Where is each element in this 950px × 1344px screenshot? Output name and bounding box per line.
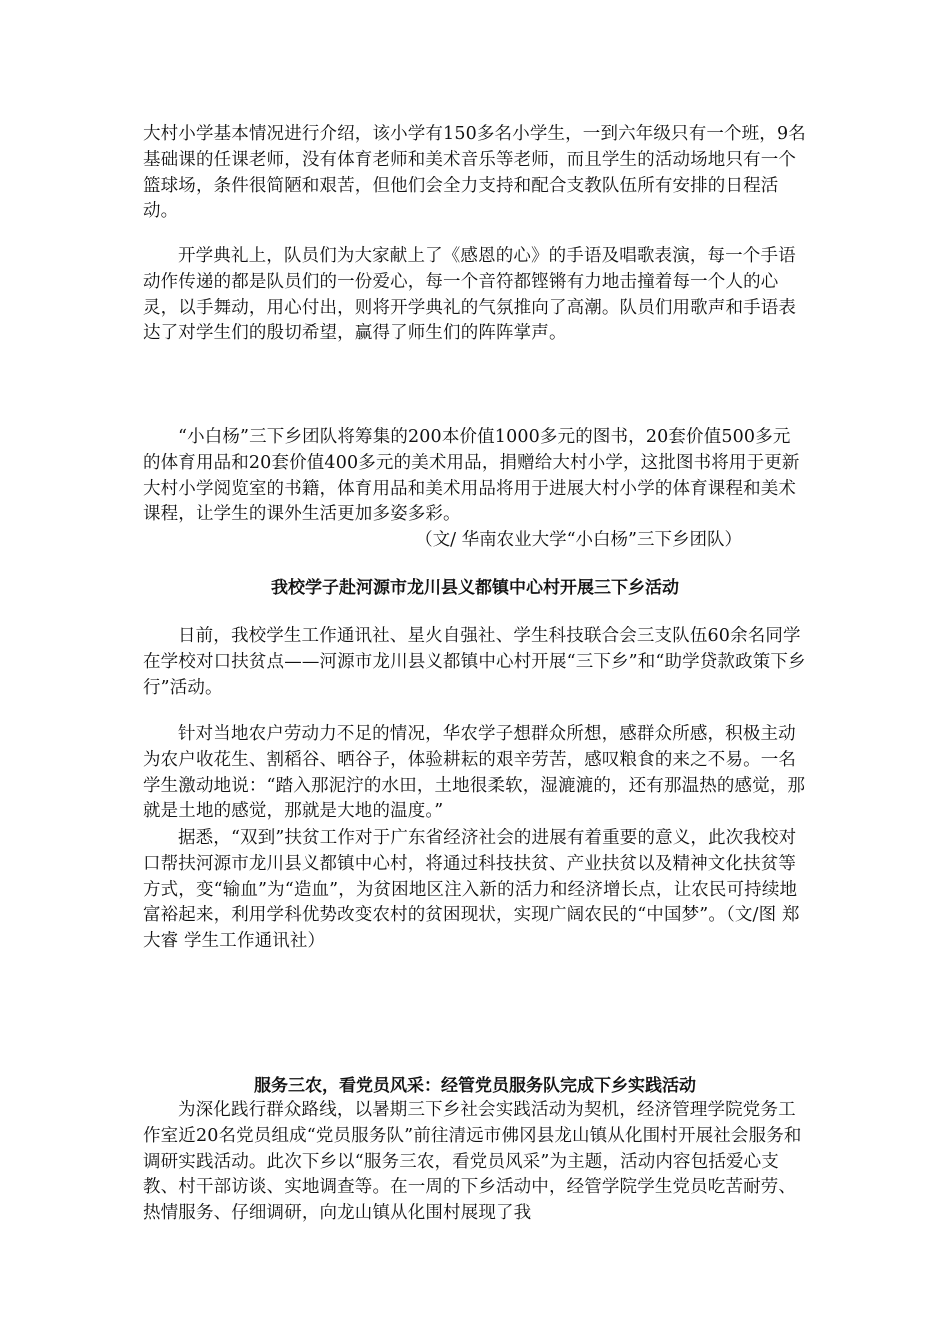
- attribution-section1: （文/ 华南农业大学“小白杨”三下乡团队）: [415, 530, 742, 550]
- paragraph-heyuan-farming: 针对当地农户劳动力不足的情况，华农学子想群众所想，感群众所感，积极主动为农户收花生、割稻谷、晒谷子，体验耕耘的艰辛劳苦，感叹粮食的来之不易。一名学生激动地说：“踏入那泥泞的水田，土地很柔软，湿漉漉的，还有那温热的感觉，那就是土地的感觉，那就是大地的温度。”: [143, 724, 806, 822]
- article-title-heyuan: 我校学子赴河源市龙川县义都镇中心村开展三下乡活动: [271, 578, 679, 598]
- article-title-party-service: 服务三农，看党员风采：经管党员服务队完成下乡实践活动: [254, 1076, 696, 1096]
- paragraph-heyuan-intro: 日前，我校学生工作通讯社、星火自强社、学生科技联合会三支队伍60余名同学在学校对口扶贫点——河源市龙川县义都镇中心村开展“三下乡”和“助学贷款政策下乡行”活动。: [143, 626, 806, 698]
- paragraph-party-service: 为深化践行群众路线，以暑期三下乡社会实践活动为契机，经济管理学院党务工作室近20名党员组成“党员服务队”前往清远市佛冈县龙山镇从化围村开展社会服务和调研实践活动。此次下乡以“服务三农，看党员风采”为主题，活动内容包括爱心支教、村干部访谈、实地调查等。在一周的下乡活动中，经管学院学生党员吃苦耐劳、热情服务、仔细调研，向龙山镇从化围村展现了我: [143, 1100, 802, 1224]
- paragraph-heyuan-poverty: 据悉，“双到”扶贫工作对于广东省经济社会的进展有着重要的意义，此次我校对口帮扶河源市龙川县义都镇中心村，将通过科技扶贫、产业扶贫以及精神文化扶贫等方式，变“输血”为“造血”，为贫困地区注入新的活力和经济增长点，让农民可持续地富裕起来，利用学科优势改变农村的贫困现状，实现广阔农民的“中国梦”。（文/图 郑大睿 学生工作通讯社）: [143, 828, 800, 952]
- paragraph-opening-ceremony: 开学典礼上，队员们为大家献上了《感恩的心》的手语及唱歌表演，每一个手语动作传递的都是队员们的一份爱心，每一个音符都铿锵有力地击撞着每一个人的心灵，以手舞动，用心付出，则将开学典礼的气氛推向了高潮。队员们用歌声和手语表达了对学生们的殷切希望，赢得了师生们的阵阵掌声。: [143, 246, 797, 344]
- paragraph-donation: “小白杨”三下乡团队将筹集的200本价值1000多元的图书，20套价值500多元的体育用品和20套价值400多元的美术用品，捐赠给大村小学，这批图书将用于更新大村小学阅览室的书籍，体育用品和美术用品将用于进展大村小学的体育课程和美术课程，让学生的课外生活更加多姿多彩。: [143, 427, 800, 525]
- paragraph-school-intro: 大村小学基本情况进行介绍，该小学有150多名小学生，一到六年级只有一个班，9名基础课的任课老师，没有体育老师和美术音乐等老师，而且学生的活动场地只有一个篮球场，条件很简陋和艰苦，但他们会全力支持和配合支教队伍所有安排的日程活动。: [143, 124, 806, 222]
